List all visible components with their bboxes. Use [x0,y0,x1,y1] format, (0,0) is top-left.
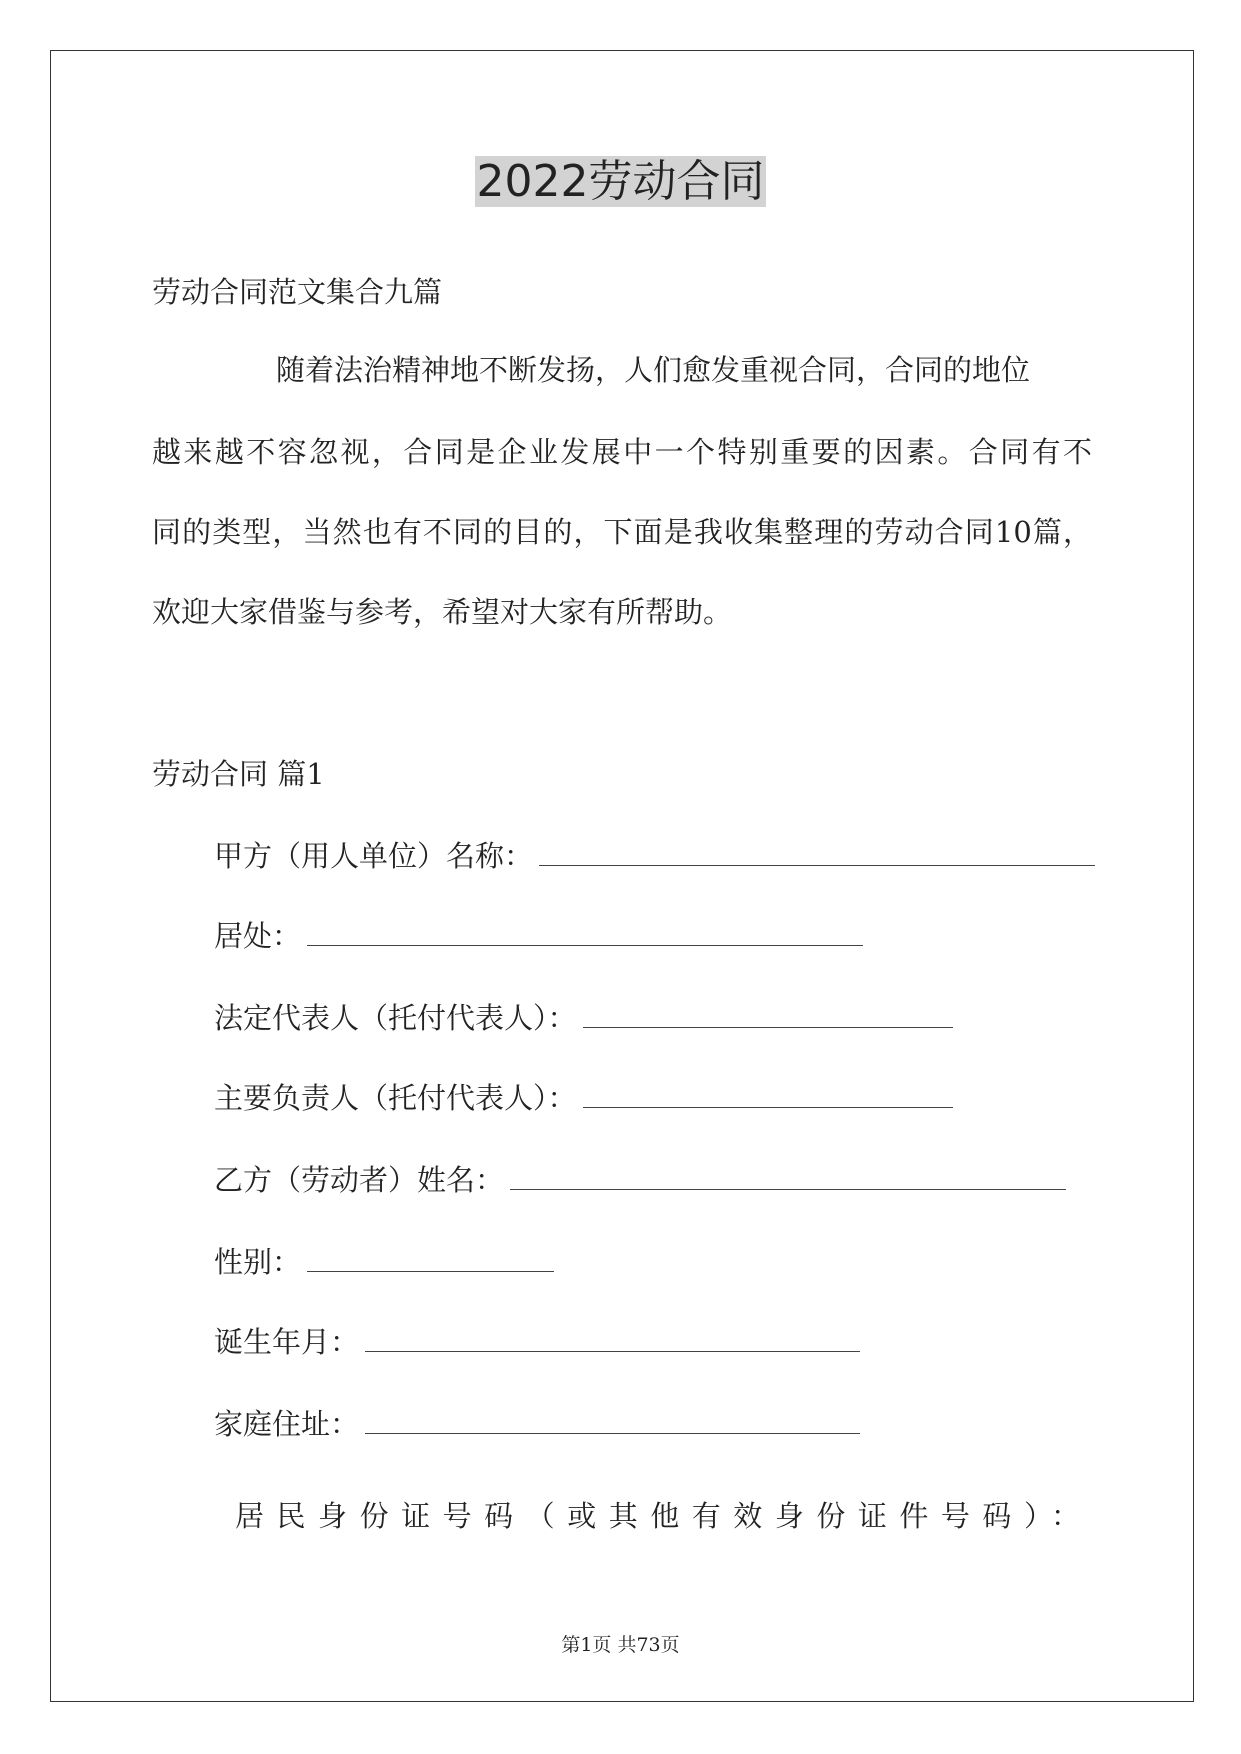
home-address-label: 家庭住址： [214,1407,360,1441]
intro-line-3: 同的类型，当然也有不同的目的，下面是我收集整理的劳动合同10篇， [152,515,1092,549]
id-number-label: 居民身份证号码（或其他有效身份证件号码）： [235,1499,1080,1533]
legal-rep-blank[interactable] [583,1001,953,1028]
address-blank[interactable] [307,919,863,946]
address-field [214,916,863,956]
intro-line-2: 越来越不容忽视，合同是企业发展中一个特别重要的因素。合同有不 [152,435,1092,469]
employer-name-blank[interactable] [539,839,1095,866]
main-person-field [214,1078,953,1118]
home-address-field [214,1404,860,1444]
birth-blank[interactable] [365,1325,860,1352]
home-address-blank[interactable] [365,1407,860,1434]
subtitle: 劳动合同范文集合九篇 [152,275,443,309]
gender-label: 性别： [214,1245,302,1279]
employee-name-label: 乙方（劳动者）姓名： [214,1163,505,1197]
intro-line-1: 随着法治精神地不断发扬，人们愈发重视合同，合同的地位 [276,353,1031,387]
main-person-blank[interactable] [583,1081,953,1108]
employer-name-label: 甲方（用人单位）名称： [214,839,534,873]
legal-rep-label: 法定代表人（托付代表人）： [214,1001,577,1035]
birth-field [214,1322,860,1362]
employer-name-field [214,836,1095,876]
gender-blank[interactable] [307,1245,554,1272]
section-heading: 劳动合同 篇1 [152,757,325,791]
address-label: 居处： [214,919,302,953]
intro-line-4: 欢迎大家借鉴与参考，希望对大家有所帮助。 [152,595,733,629]
main-person-label: 主要负责人（托付代表人）： [214,1081,577,1115]
document-title-text: 2022劳动合同 [476,156,765,207]
employee-name-blank[interactable] [510,1163,1066,1190]
document-title [0,152,1241,212]
birth-label: 诞生年月： [214,1325,360,1359]
legal-rep-field [214,998,953,1038]
page-footer: 第1页 共73页 [561,1634,680,1656]
employee-name-field [214,1160,1066,1200]
gender-field [214,1242,554,1282]
